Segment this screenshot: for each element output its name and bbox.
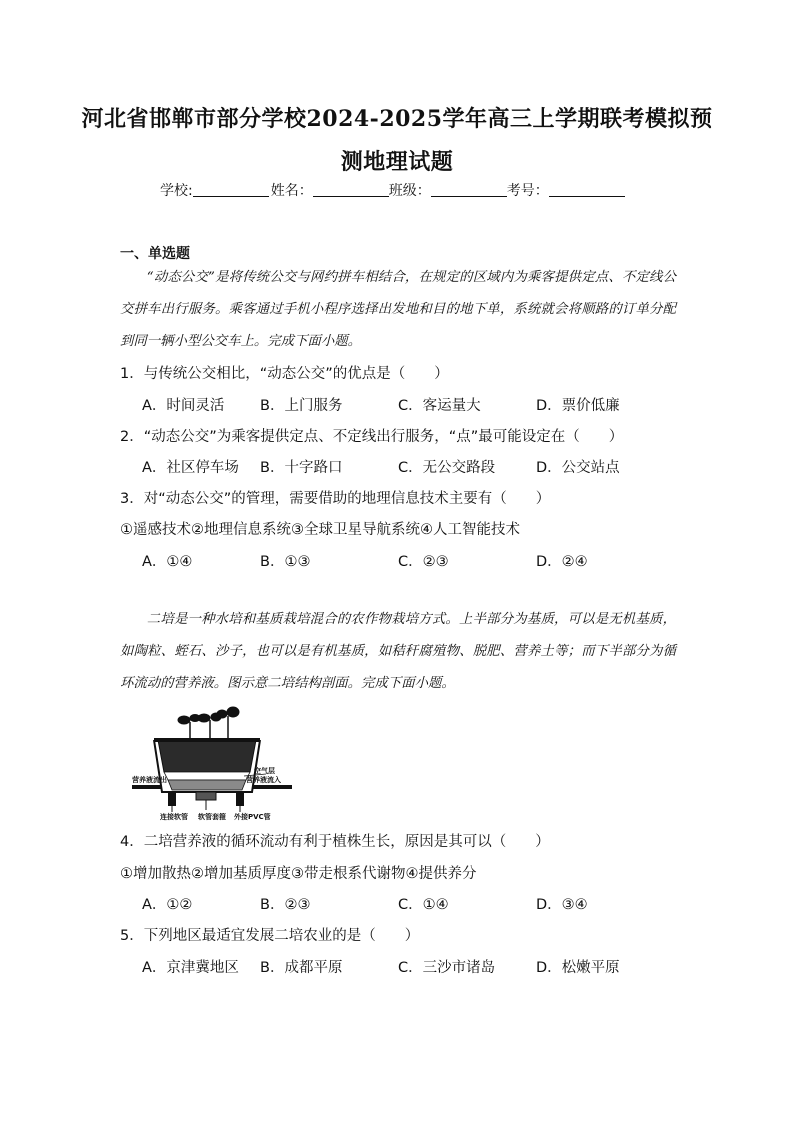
q4-option-b[interactable]: B．②③	[260, 897, 311, 913]
name-blank	[313, 182, 389, 197]
label-air-layer: 空气层	[254, 767, 275, 775]
substrate-layer	[158, 740, 256, 772]
section-title: 一、单选题	[120, 246, 190, 262]
q2-option-d[interactable]: D．公交站点	[536, 460, 620, 476]
label-connecting-hose: 连接软管	[160, 813, 188, 821]
name-label: 姓名：	[270, 183, 313, 199]
q1-option-b[interactable]: B．上门服务	[260, 398, 343, 414]
q5-option-b[interactable]: B．成都平原	[260, 960, 343, 976]
label-pvc-pipe: 外接PVC管	[234, 813, 271, 821]
hose-sleeve	[196, 792, 216, 800]
q1-option-d[interactable]: D．票价低廉	[536, 398, 620, 414]
q3-option-c[interactable]: C．②③	[398, 554, 449, 570]
class-blank	[431, 182, 507, 197]
cultivation-structure-figure	[132, 706, 292, 822]
q5-option-c[interactable]: C．三沙市诸岛	[398, 960, 496, 976]
school-label: 学校:	[160, 183, 193, 199]
connecting-hose	[168, 792, 176, 806]
school-blank	[193, 182, 269, 197]
passage-substrate-culture: 二培是一种水培和基质栽培混合的农作物栽培方式。上半部分为基质，可以是无机基质，如陶粒、蛭石、沙子，也可以是有机基质，如秸秆腐殖物、脱肥、营养土等；而下半部分为循环流动的营养液。图示意二培结构剖面。完成下面小题。	[120, 612, 676, 691]
question-2-stem: 2．“动态公交”为乘客提供定点、不定线出行服务，“点”最可能设定在（ ）	[120, 429, 624, 445]
nutrient-solution	[168, 780, 246, 790]
question-5-stem: 5．下列地区最适宜发展二培农业的是（ ）	[120, 928, 420, 944]
student-info-row	[160, 180, 625, 200]
plant-seedlings-icon	[178, 707, 239, 740]
label-outflow: 营养液流出	[132, 776, 167, 784]
exam-number-blank	[549, 182, 625, 197]
q5-option-a[interactable]: A．京津冀地区	[142, 960, 239, 976]
exam-title-line1: 河北省邯郸市部分学校2024-2025学年高三上学期联考模拟预	[81, 106, 713, 132]
q2-option-a[interactable]: A．社区停车场	[142, 460, 239, 476]
passage-dynamic-bus: “动态公交”是将传统公交与网约拼车相结合，在规定的区域内为乘客提供定点、不定线公交拼车出行服务。乘客通过手机小程序选择出发地和目的地下单，系统就会将顺路的订单分配到同一辆小型公交车上。完成下面小题。	[120, 270, 676, 349]
q4-option-d[interactable]: D．③④	[536, 897, 588, 913]
q4-option-c[interactable]: C．①④	[398, 897, 449, 913]
cultivation-structure-diagram	[132, 706, 292, 822]
q2-option-b[interactable]: B．十字路口	[260, 460, 343, 476]
q4-option-a[interactable]: A．①②	[142, 897, 193, 913]
inflow-pipe	[252, 785, 292, 789]
exam-number-label: 考号：	[506, 183, 549, 199]
q1-option-c[interactable]: C．客运量大	[398, 398, 481, 414]
question-4-stem: 4．二培营养液的循环流动有利于植株生长，原因是其可以（ ）	[120, 834, 550, 850]
class-label: 班级：	[388, 183, 431, 199]
q2-option-c[interactable]: C．无公交路段	[398, 460, 496, 476]
question-3-items: ①遥感技术②地理信息系统③全球卫星导航系统④人工智能技术	[120, 522, 520, 538]
exam-title-line2: 测地理试题	[340, 149, 454, 175]
outflow-pipe	[132, 785, 162, 789]
label-inflow: 营养液流入	[246, 776, 281, 784]
q5-option-d[interactable]: D．松嫩平原	[536, 960, 620, 976]
q3-option-b[interactable]: B．①③	[260, 554, 311, 570]
q1-option-a[interactable]: A．时间灵活	[142, 398, 225, 414]
pvc-pipe	[236, 792, 244, 806]
air-layer	[164, 772, 250, 780]
label-hose-sleeve: 软管套箍	[198, 813, 226, 821]
question-4-items: ①增加散热②增加基质厚度③带走根系代谢物④提供养分	[120, 866, 477, 882]
q3-option-a[interactable]: A．①④	[142, 554, 193, 570]
question-1-stem: 1．与传统公交相比，“动态公交”的优点是（ ）	[120, 366, 449, 382]
q3-option-d[interactable]: D．②④	[536, 554, 588, 570]
question-3-stem: 3．对“动态公交”的管理，需要借助的地理信息技术主要有（ ）	[120, 491, 551, 507]
